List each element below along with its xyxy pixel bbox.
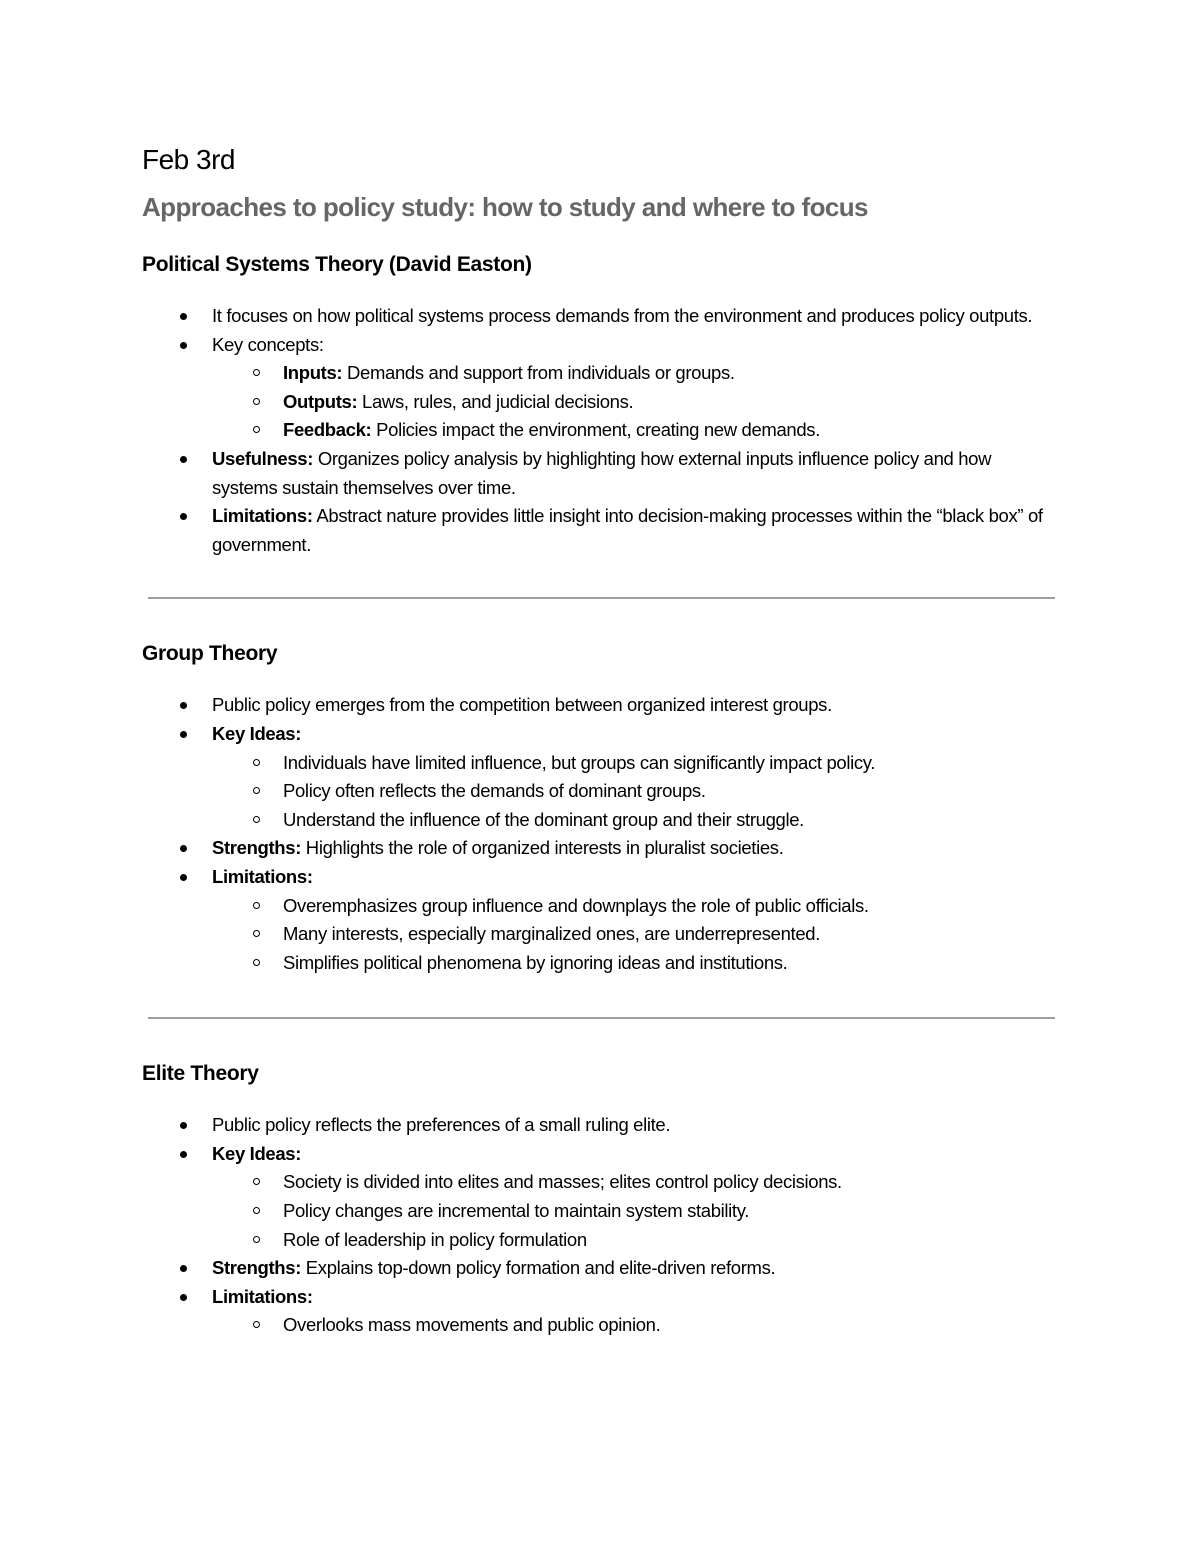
item-text: Role of leadership in policy formulation xyxy=(283,1228,587,1250)
sub-list-item xyxy=(283,359,1057,388)
section-elite-theory xyxy=(142,1059,1057,1340)
sub-list-item xyxy=(283,1226,1057,1255)
item-label: Strengths: xyxy=(212,1257,302,1279)
sub-list-item xyxy=(283,749,1057,778)
sub-list xyxy=(212,359,1057,445)
list-item xyxy=(212,1283,1057,1340)
item-label: Key Ideas: xyxy=(212,1142,302,1164)
document-page xyxy=(142,140,1057,1340)
list-item xyxy=(212,720,1057,834)
item-text: Overlooks mass movements and public opinion. xyxy=(283,1314,661,1336)
item-text: Highlights the role of organized interests in pluralist societies. xyxy=(301,837,784,859)
section-heading: Elite Theory xyxy=(142,1062,259,1086)
sub-list-item xyxy=(283,892,1057,921)
sub-list-item xyxy=(283,388,1057,417)
item-label: Outputs: xyxy=(283,390,358,412)
list-item xyxy=(212,691,1057,720)
item-label: Limitations: xyxy=(212,865,313,887)
sub-list-item xyxy=(283,949,1057,978)
sub-list-item xyxy=(283,1197,1057,1226)
list-item xyxy=(212,834,1057,863)
item-label: Key Ideas: xyxy=(212,722,302,744)
section-divider xyxy=(148,597,1055,599)
item-text: Many interests, especially marginalized ones, are underrepresented. xyxy=(283,923,820,945)
item-text: Abstract nature provides little insight into decision-making processes within the “black box” of government. xyxy=(212,505,1043,555)
item-text: Laws, rules, and judicial decisions. xyxy=(357,390,634,412)
sub-list-item xyxy=(283,777,1057,806)
item-text: Demands and support from individuals or groups. xyxy=(342,362,735,384)
item-text: Society is divided into elites and masses; elites control policy decisions. xyxy=(283,1171,842,1193)
bullet-list xyxy=(142,302,1057,559)
item-label: Limitations: xyxy=(212,1285,313,1307)
sub-list-item xyxy=(283,416,1057,445)
item-text: Overemphasizes group influence and downplays the role of public officials. xyxy=(283,894,869,916)
section-group-theory xyxy=(142,639,1057,977)
section-heading: Political Systems Theory (David Easton) xyxy=(142,253,532,276)
sub-list-item xyxy=(283,1311,1057,1340)
item-label: Strengths: xyxy=(212,837,302,859)
item-text: Simplifies political phenomena by ignoring ideas and institutions. xyxy=(283,951,788,973)
section-heading: Group Theory xyxy=(142,642,278,666)
item-text: Organizes policy analysis by highlighting how external inputs influence policy and how systems sustain themselves over time. xyxy=(212,447,992,498)
item-text: Policies impact the environment, creating new demands. xyxy=(371,419,820,441)
list-item xyxy=(212,1111,1057,1140)
list-item xyxy=(212,1140,1057,1254)
item-label: Inputs: xyxy=(283,362,343,384)
item-text: Policy often reflects the demands of dominant groups. xyxy=(283,780,706,802)
list-item xyxy=(212,445,1057,502)
bullet-list xyxy=(142,1111,1057,1340)
item-text: Key concepts: xyxy=(212,333,324,355)
page-subtitle: Approaches to policy study: how to study and where to focus xyxy=(142,192,868,222)
list-item xyxy=(212,863,1057,977)
sub-list-item xyxy=(283,806,1057,835)
sub-list xyxy=(212,749,1057,835)
sub-list-item xyxy=(283,920,1057,949)
list-item xyxy=(212,331,1057,445)
sub-list xyxy=(212,1311,1057,1340)
sub-list xyxy=(212,892,1057,978)
section-political-systems-theory xyxy=(142,250,1057,559)
sub-list-item xyxy=(283,1168,1057,1197)
sub-list xyxy=(212,1168,1057,1254)
list-item xyxy=(212,302,1057,331)
item-text: Public policy emerges from the competition between organized interest groups. xyxy=(212,694,832,716)
item-label: Usefulness: xyxy=(212,447,314,469)
section-divider xyxy=(148,1017,1055,1019)
item-label: Feedback: xyxy=(283,419,372,441)
list-item xyxy=(212,1254,1057,1283)
item-text: Understand the influence of the dominant group and their struggle. xyxy=(283,808,804,830)
item-text: Explains top-down policy formation and elite-driven reforms. xyxy=(301,1257,776,1279)
list-item xyxy=(212,502,1057,559)
item-text: Individuals have limited influence, but groups can significantly impact policy. xyxy=(283,751,876,773)
item-label: Limitations: xyxy=(212,505,313,527)
item-text: Policy changes are incremental to maintain system stability. xyxy=(283,1200,750,1222)
page-title: Feb 3rd xyxy=(142,144,235,175)
bullet-list xyxy=(142,691,1057,977)
item-text: Public policy reflects the preferences of a small ruling elite. xyxy=(212,1114,671,1136)
item-text: It focuses on how political systems process demands from the environment and produces policy outputs. xyxy=(212,305,1033,326)
